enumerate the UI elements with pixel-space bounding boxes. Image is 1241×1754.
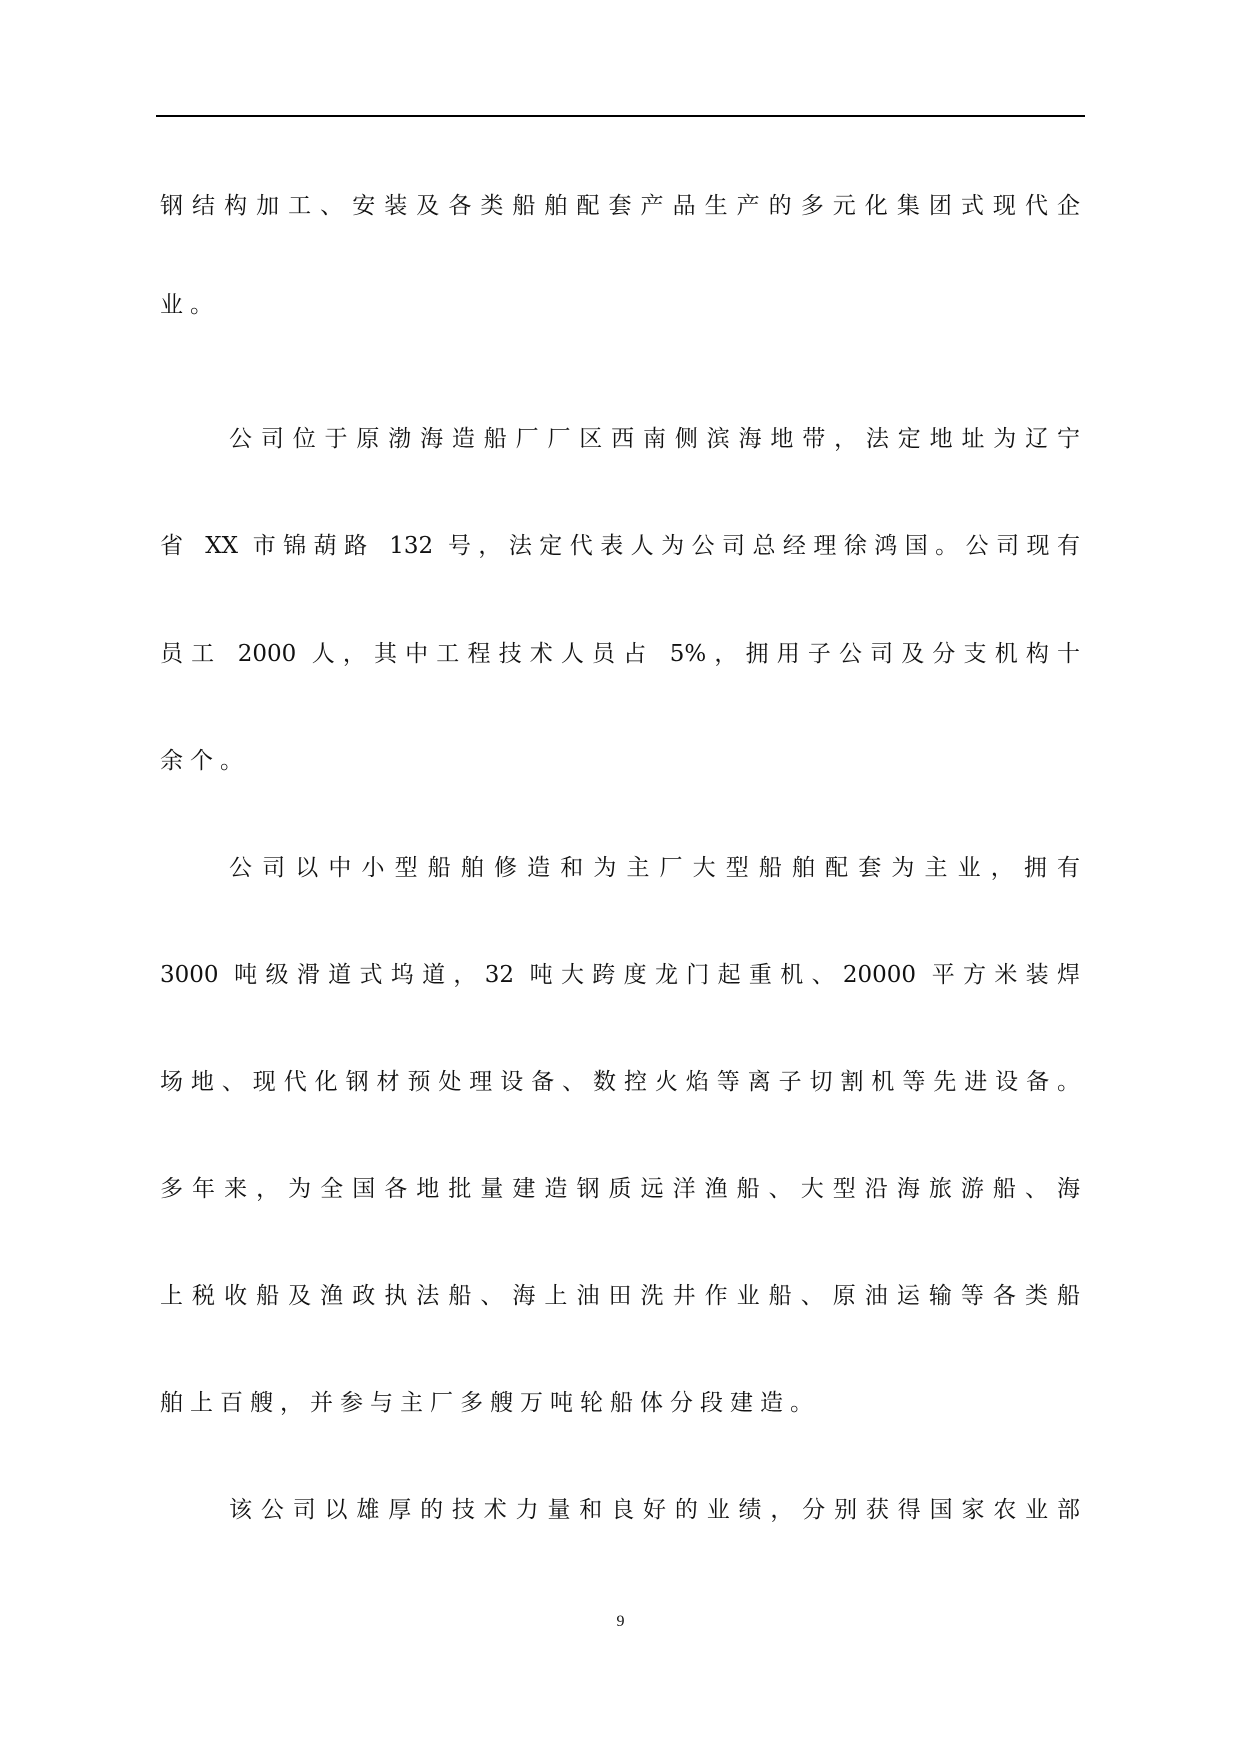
paragraph-2-line-3: 员工 2000 人，其中工程技术人员占 5%，拥用子公司及分支机构十 (160, 641, 1080, 667)
paragraph-3-line-3: 场地、现代化钢材预处理设备、数控火焰等离子切割机等先进设备。 (160, 1069, 1080, 1095)
paragraph-2-line-2: 省 XX 市锦葫路 132 号，法定代表人为公司总经理徐鸿国。公司现有 (160, 533, 1080, 559)
paragraph-4-line-1: 该公司以雄厚的技术力量和良好的业绩，分别获得国家农业部 (229, 1497, 1080, 1523)
text-line-1: 钢结构加工、安装及各类船舶配套产品生产的多元化集团式现代企 (160, 193, 1080, 219)
paragraph-3-line-2: 3000 吨级滑道式坞道，32 吨大跨度龙门起重机、20000 平方米装焊 (160, 962, 1080, 988)
paragraph-2-line-1: 公司位于原渤海造船厂厂区西南侧滨海地带，法定地址为辽宁 (229, 426, 1080, 452)
paragraph-3-line-4: 多年来，为全国各地批量建造钢质远洋渔船、大型沿海旅游船、海 (160, 1176, 1080, 1202)
paragraph-3-line-5: 上税收船及渔政执法船、海上油田洗井作业船、原油运输等各类船 (160, 1283, 1080, 1309)
paragraph-2-line-4: 余个。 (160, 748, 250, 774)
page-number: 9 (616, 1613, 625, 1630)
text-line-2: 业。 (160, 292, 220, 318)
paragraph-3-line-6: 舶上百艘，并参与主厂多艘万吨轮船体分段建造。 (160, 1390, 820, 1416)
header-rule (156, 115, 1085, 117)
paragraph-3-line-1: 公司以中小型船舶修造和为主厂大型船舶配套为主业，拥有 (229, 855, 1080, 881)
